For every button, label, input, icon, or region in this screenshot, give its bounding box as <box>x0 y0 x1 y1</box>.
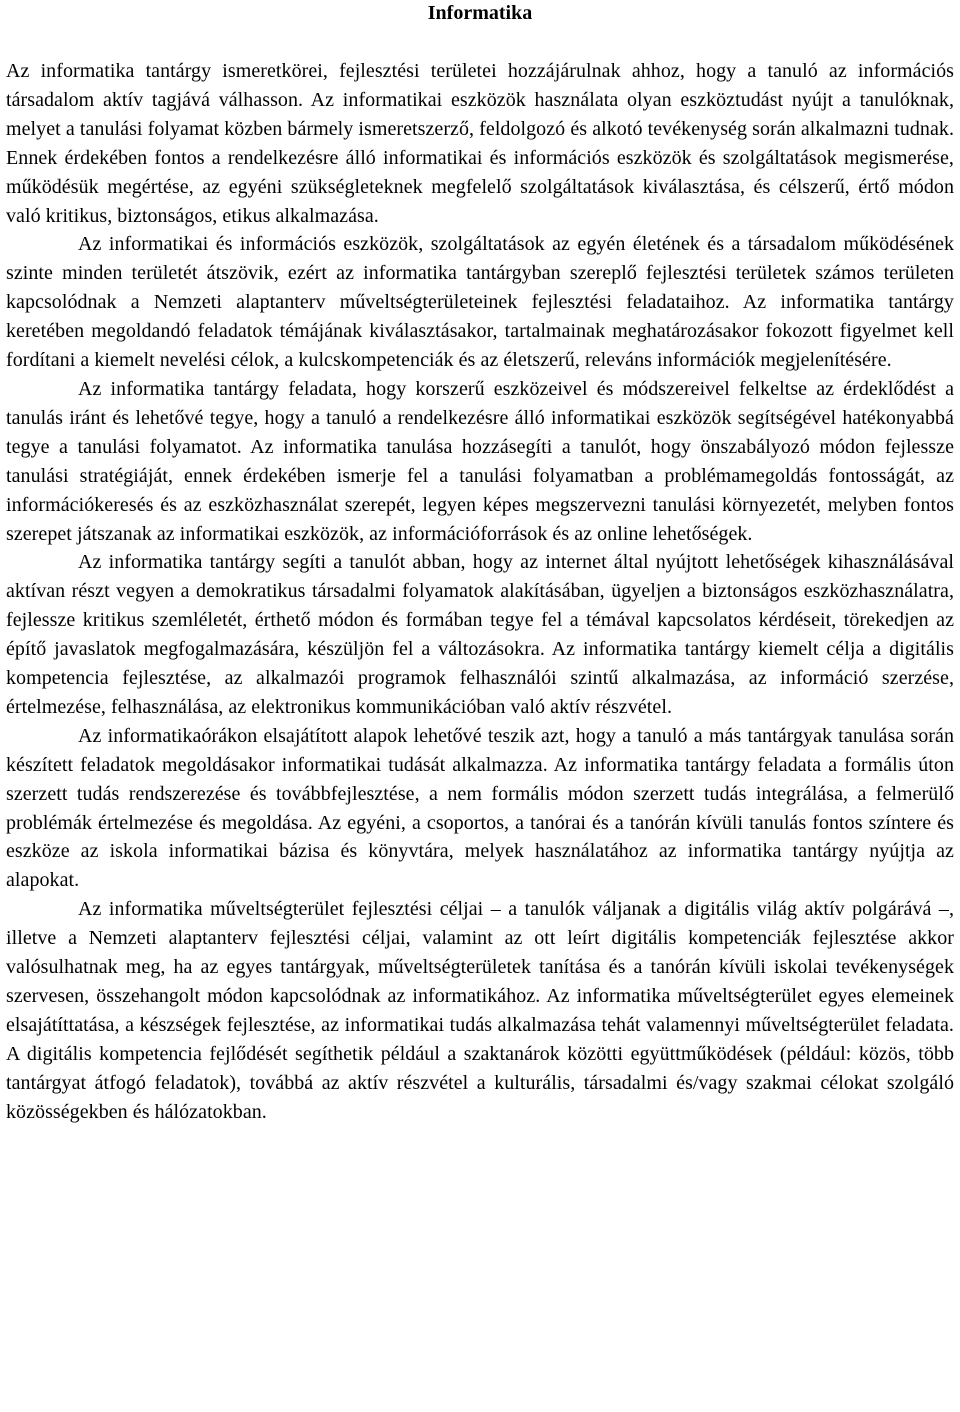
paragraph-5: Az informatikaórákon elsajátított alapok lehetővé teszik azt, hogy a tanuló a más tantárgyak tanulása során készített feladatok megoldásakor informatikai tudását alkalmazza. Az informatika tantárgy feladata a formális úton szerzett tudás rendszerezése és továbbfejlesztése, a nem formális módon szerzett tudás integrálása, a felmerülő problémák értelmezése és megoldása. Az egyéni, a csoportos, a tanórai és a tanórán kívüli tanulás fontos színtere és eszköze az iskola informatikai bázisa és könyvtára, melyek használatához az informatika tantárgy nyújtja az alapokat. <box>6 724 954 892</box>
document-body <box>6 57 954 1127</box>
paragraph-6: Az informatika műveltségterület fejlesztési céljai – a tanulók váljanak a digitális világ aktív polgárává –, illetve a Nemzeti alaptanterv fejlesztési céljai, valamint az ott leírt digitális kompetenciák fejlesztése akkor valósulhatnak meg, ha az egyes tantárgyak, műveltségterületek tanítása és a tanórán kívüli iskolai tevékenységek szervesen, összehangolt módon kapcsolódnak az informatikához. Az informatika műveltségterület egyes elemeinek elsajátíttatása, a készségek fejlesztése, az informatikai tudás alkalmazása tehát valamennyi műveltségterület feladata. A digitális kompetencia fejlődését segíthetik például a szaktanárok közötti együttműködések (például: közös, több tantárgyat átfogó feladatok), továbbá az aktív részvétel a kulturális, társadalmi és/vagy szakmai célokat szolgáló közösségekben és hálózatokban. <box>6 898 954 1123</box>
paragraph-1: Az informatika tantárgy ismeretkörei, fejlesztési területei hozzájárulnak ahhoz, hogy a tanuló az információs társadalom aktív tagjává válhasson. Az informatikai eszközök használata olyan eszköztudást nyújt a tanulóknak, melyet a tanulási folyamat közben bármely ismeretszerző, feldolgozó és alkotó tevékenység során alkalmazni tudnak. Ennek érdekében fontos a rendelkezésre álló informatikai és információs eszközök és szolgáltatások megismerése, működésük megértése, az egyéni szükségleteknek megfelelő szolgáltatások kiválasztása, és célszerű, értő módon való kritikus, biztonságos, etikus alkalmazása. <box>6 60 954 227</box>
document-title: Informatika <box>427 2 533 24</box>
paragraph-3: Az informatika tantárgy feladata, hogy korszerű eszközeivel és módszereivel felkeltse az érdeklődést a tanulás iránt és lehetővé tegye, hogy a tanuló a rendelkezésre álló informatikai eszközök segítségével hatékonyabbá tegye a tanulási folyamatot. Az informatika tanulása hozzásegíti a tanulót, hogy önszabályozó módon fejlessze tanulási stratégiáját, ennek érdekében ismerje fel a tanulási folyamatban a problémamegoldás fontosságát, az információkeresés és az eszközhasználat szerepét, legyen képes megszervezni tanulási környezetét, melyben fontos szerepet játszanak az informatikai eszközök, az információforrások és az online lehetőségek. <box>6 377 954 545</box>
paragraph-4: Az informatika tantárgy segíti a tanulót abban, hogy az internet által nyújtott lehetőségek kihasználásával aktívan részt vegyen a demokratikus társadalmi folyamatok alakításában, ügyeljen a biztonságos eszközhasználatra, fejlessze kritikus szemléletét, érthető módon és formában tegye fel a témával kapcsolatos kérdéseit, törekedjen az építő javaslatok megfogalmazására, készüljön fel a változásokra. Az informatika tantárgy kiemelt célja a digitális kompetencia fejlesztése, az alkalmazói programok felhasználói szintű alkalmazása, az információ szerzése, értelmezése, felhasználása, az elektronikus kommunikációban való aktív részvétel. <box>6 551 954 718</box>
paragraph-2: Az informatikai és információs eszközök, szolgáltatások az egyén életének és a társadalom működésének szinte minden területét átszövik, ezért az informatika tantárgyban szereplő fejlesztési területek számos területen kapcsolódnak a Nemzeti alaptanterv műveltségterületeinek fejlesztési feladataihoz. Az informatika tantárgy keretében megoldandó feladatok témájának kiválasztásakor, tartalmainak meghatározásakor fokozott figyelmet kell fordítani a kiemelt nevelési célok, a kulcskompetenciák és az életszerű, releváns információk megjelenítésére. <box>6 233 954 372</box>
